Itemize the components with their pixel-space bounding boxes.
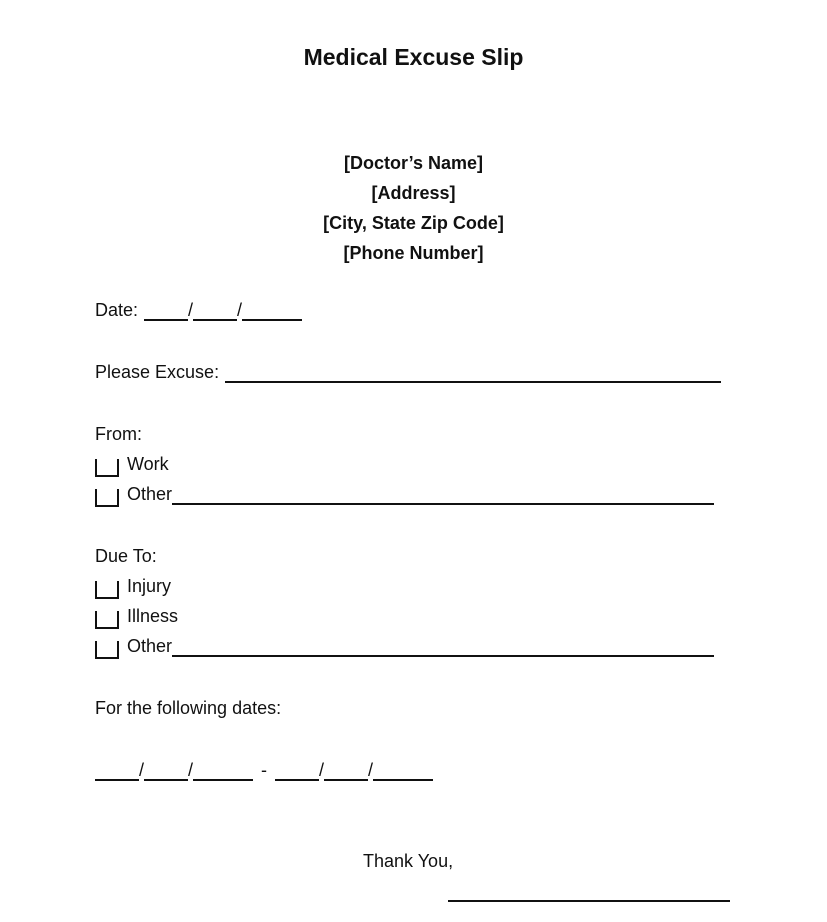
from-option-other [95,484,714,505]
date-separator: / [188,760,194,780]
signature-line[interactable] [448,900,730,902]
excuse-label: Please Excuse: [95,362,220,382]
date-month-blank[interactable] [144,303,188,321]
work-option-label: Work [127,454,169,474]
start-year-blank[interactable] [193,763,253,781]
from-other-checkbox[interactable] [95,489,119,507]
due-label: Due To: [95,546,157,566]
from-option-work [95,454,169,475]
due-option-illness [95,606,178,627]
from-other-label: Other [127,484,173,504]
from-label: From: [95,424,142,444]
start-day-blank[interactable] [144,763,188,781]
injury-checkbox[interactable] [95,581,119,599]
document-title: Medical Excuse Slip [303,44,524,70]
range-separator: - [261,760,268,780]
date-separator: / [139,760,145,780]
start-month-blank[interactable] [95,763,139,781]
illness-option-label: Illness [127,606,179,626]
excuse-row [95,362,721,383]
date-day-blank[interactable] [193,303,237,321]
due-option-injury [95,576,171,597]
date-separator: / [319,760,325,780]
dates-label: For the following dates: [95,698,282,718]
due-other-blank[interactable] [172,639,714,657]
excuse-name-blank[interactable] [225,365,721,383]
date-separator: / [368,760,374,780]
end-day-blank[interactable] [324,763,368,781]
from-heading [95,424,142,445]
closing-row [363,851,453,872]
closing-text: Thank You, [363,851,454,871]
work-checkbox[interactable] [95,459,119,477]
date-year-blank[interactable] [242,303,302,321]
end-month-blank[interactable] [275,763,319,781]
end-year-blank[interactable] [373,763,433,781]
date-separator: / [188,300,194,320]
dates-heading [95,698,281,719]
doctor-city-state-zip: [City, State Zip Code] [323,213,504,233]
date-label: Date: [95,300,139,320]
doctor-address: [Address] [371,183,456,203]
date-row [95,300,302,321]
due-other-label: Other [127,636,173,656]
doctor-info-block [0,148,827,268]
due-heading [95,546,157,567]
doctor-phone: [Phone Number] [343,243,484,263]
date-separator: / [237,300,243,320]
due-other-checkbox[interactable] [95,641,119,659]
doctor-name: [Doctor’s Name] [343,153,484,173]
date-range-row [95,760,433,781]
from-other-blank[interactable] [172,487,714,505]
illness-checkbox[interactable] [95,611,119,629]
due-option-other [95,636,714,657]
injury-option-label: Injury [127,576,172,596]
